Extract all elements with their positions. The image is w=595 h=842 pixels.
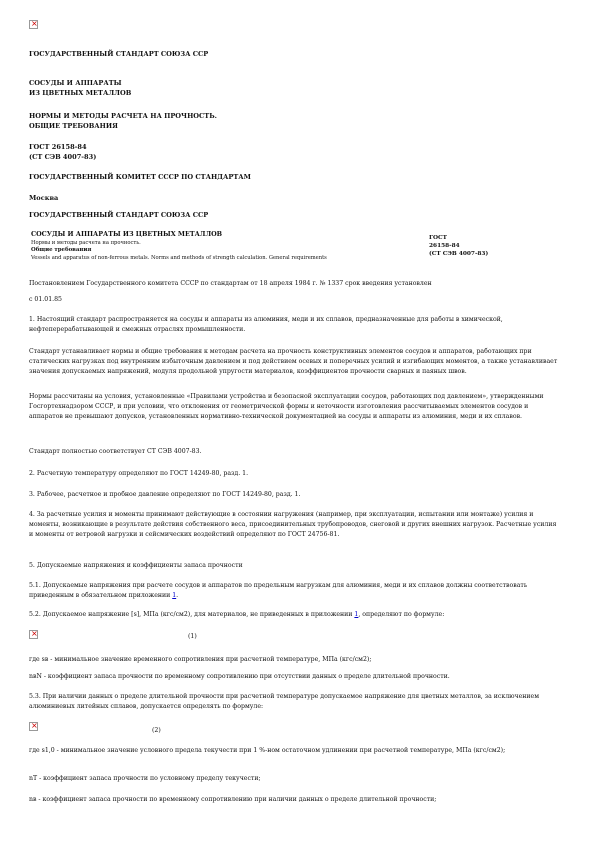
formula-2-image-icon (29, 722, 38, 731)
paragraph-9-end: . (176, 592, 179, 600)
title-block-main: СОСУДЫ И АППАРАТЫ ИЗ ЦВЕТНЫХ МЕТАЛЛОВ (31, 230, 223, 238)
title-block-st-sev: (СТ СЭВ 4007-83) (429, 251, 489, 257)
standard-heading: ГОСУДАРСТВЕННЫЙ СТАНДАРТ СОЮЗА ССР (29, 50, 209, 58)
paragraph-8: 5. Допускаемые напряжения и коэффициенты запаса прочности (29, 562, 243, 569)
title-block (31, 230, 561, 270)
paragraph-10-end: , определяют по формуле: (358, 611, 445, 618)
paragraph-9-text: 5.1. Допускаемые напряжения при расчете сосудов и аппаратов по предельным нагрузкам для алюминия, меди и их сплавов должны соответствовать приведенным в обязательном приложении (29, 582, 528, 600)
committee-name: ГОСУДАРСТВЕННЫЙ КОМИТЕТ СССР ПО СТАНДАРТАМ (29, 173, 251, 181)
paragraph-10-text: 5.2. Допускаемое напряжение [s], МПа (кгс/см2), для материалов, не приведенных в приложении (29, 611, 355, 618)
appendix-1-link-2[interactable]: 1 (354, 611, 359, 618)
paragraph-10 (29, 610, 559, 620)
paragraph-16: nв - коэффициент запаса прочности по временному сопротивлению при наличии данных о пределе длительной прочности; (29, 796, 437, 803)
city: Москва (29, 194, 59, 202)
paragraph-3: Нормы рассчитаны на условия, установленные «Правилами устройства и безопасной эксплуатации сосудов, работающих под давлением», утвержденными Госгортехнадзором СССР, и при условии, что отклонения от геометрической формы и неточности изготовления рассчитываемых элементов сосудов и аппаратов не превышают допусков, установленных нормативно-технической документацией на сосуды и аппараты из алюминия, меди и их сплавов. (29, 393, 544, 421)
standard-heading-2: ГОСУДАРСТВЕННЫЙ СТАНДАРТ СОЮЗА ССР (29, 211, 209, 219)
sub-title-line1: НОРМЫ И МЕТОДЫ РАСЧЕТА НА ПРОЧНОСТЬ. (29, 112, 217, 120)
paragraph-2: Стандарт устанавливает нормы и общие требования к методам расчета на прочность конструктивных элементов сосудов и аппаратов, работающих при статических нагрузках под внутренним избыточным давлением и под действием осевых и поперечных усилий и изгибающих моментов, а также устанавливает значения допускаемых напряжений, модуля продольной упругости материалов, коэффициентов прочности сварных и паяных швов. (29, 348, 558, 376)
title-block-gost-label: ГОСТ (429, 235, 447, 241)
formula-1-number: (1) (188, 633, 197, 640)
paragraph-14: где s1,0 - минимальное значение условного предела текучести при 1 %-ном остаточном удлинении при расчетной температуре, МПа (кгс/см2); (29, 747, 506, 754)
title-block-gost-number: 26158-84 (429, 243, 460, 249)
formula-2-number: (2) (152, 727, 161, 734)
sub-title-line2: ОБЩИЕ ТРЕБОВАНИЯ (29, 122, 118, 130)
gost-number: ГОСТ 26158-84 (29, 143, 87, 151)
title-block-ru-sub-2: Общие требования (31, 247, 92, 253)
st-sev-number: (СТ СЭВ 4007-83) (29, 153, 97, 161)
decree-text: Постановлением Государственного комитета СССР по стандартам от 18 апреля 1984 г. № 1337 срок введения установлен (29, 280, 432, 287)
doc-title-line1: СОСУДЫ И АППАРАТЫ (29, 79, 122, 87)
paragraph-9 (29, 581, 559, 601)
paragraph-7: 4. За расчетные усилия и моменты принимают действующие в состоянии нагружения (например, при эксплуатации, испытании или монтаже) усилия и моменты, возникающие в результате действия собственного веса, присоединительных трубопроводов, снеговой и других внешних нагрузок. Расчетные усилия и моменты от ветровой нагрузки и сейсмических воздействий определяют по ГОСТ 24756-81. (29, 511, 557, 539)
paragraph-13: 5.3. При наличии данных о пределе длительной прочности при расчетной температуре допускаемое напряжение для цветных металлов, за исключением алюминиевых литейных сплавов, допускается определять по формуле: (29, 693, 540, 711)
appendix-1-link[interactable]: 1 (172, 592, 177, 600)
paragraph-15: nT - коэффициент запаса прочности по условному пределу текучести; (29, 775, 261, 782)
paragraph-4: Стандарт полностью соответствует СТ СЭВ 4007-83. (29, 448, 202, 455)
paragraph-5: 2. Расчетную температуру определяют по ГОСТ 14249-80, разд. 1. (29, 470, 249, 477)
broken-image-icon (29, 20, 38, 29)
paragraph-11: где sв - минимальное значение временного сопротивления при расчетной температуре, МПа (кгс/см2); (29, 656, 372, 663)
effective-date: с 01.01.85 (29, 296, 62, 303)
paragraph-1: 1. Настоящий стандарт распространяется на сосуды и аппараты из алюминия, меди и их сплавов, предназначенные для работы в химической, нефтеперерабатывающей и смежных отраслях промышленности. (29, 316, 503, 334)
title-block-en-sub: Vessels and apparatus of non-ferrous metals. Norms and methods of strength calculation. General requirements (31, 255, 327, 261)
paragraph-12: nвN - коэффициент запаса прочности по временному сопротивлению при отсутствии данных о пределе длительной прочности. (29, 673, 450, 680)
formula-1-image-icon (29, 630, 38, 639)
title-block-ru-sub-1: Нормы и методы расчета на прочность. (31, 240, 141, 246)
paragraph-6: 3. Рабочее, расчетное и пробное давление определяют по ГОСТ 14249-80, разд. 1. (29, 491, 301, 498)
doc-title-line2: ИЗ ЦВЕТНЫХ МЕТАЛЛОВ (29, 89, 132, 97)
